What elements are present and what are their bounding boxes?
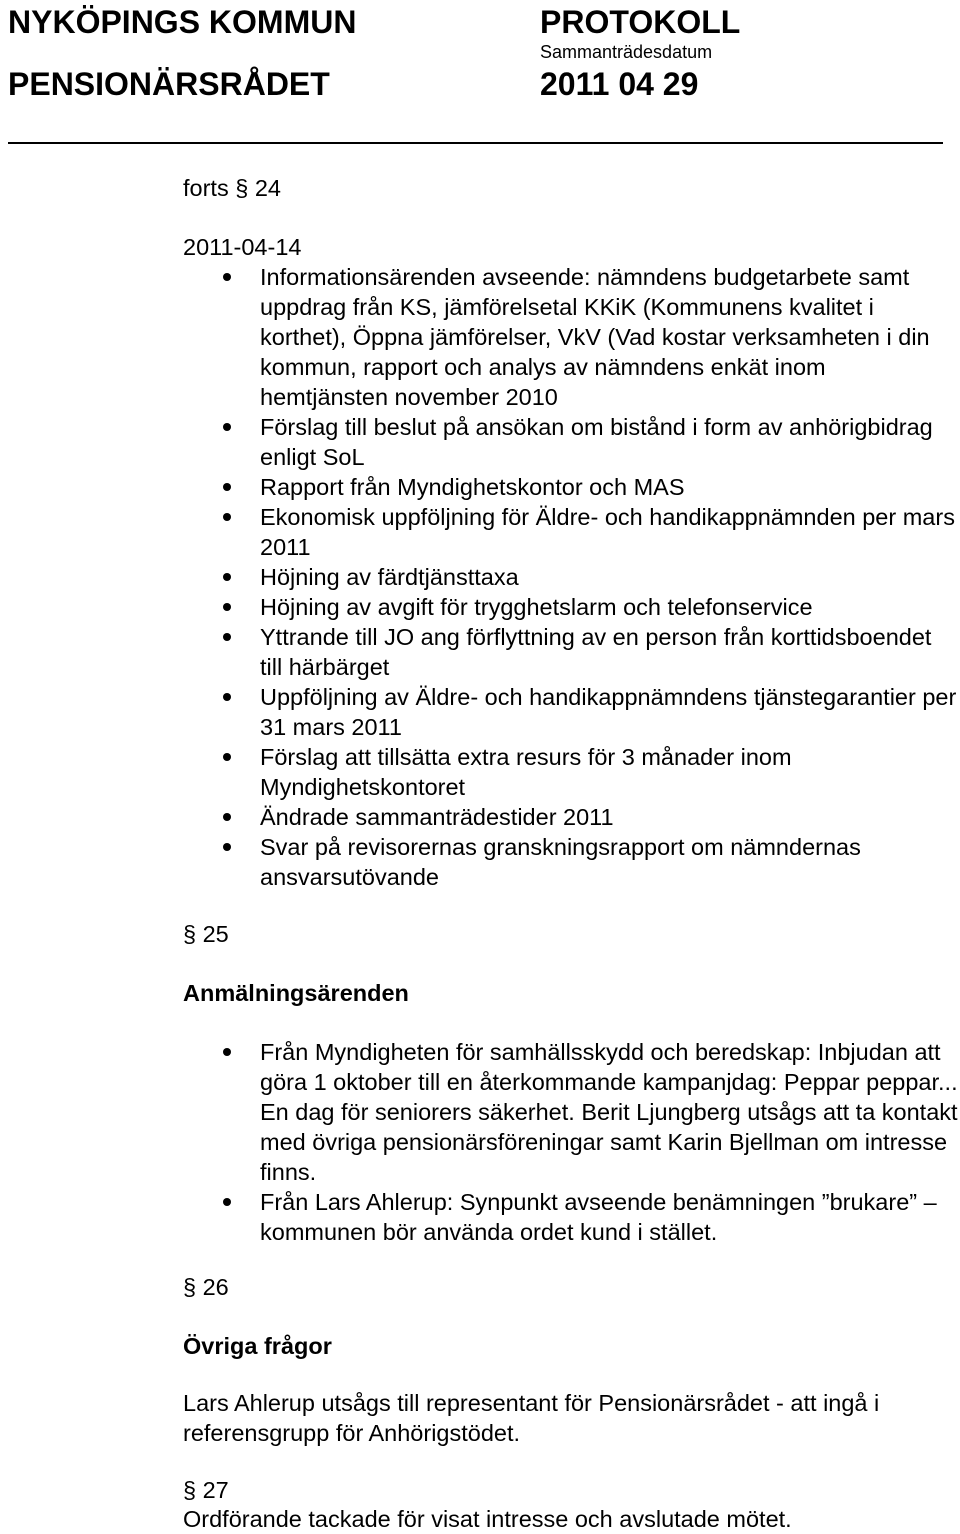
bullet-icon (223, 633, 231, 641)
list-item-text: Förslag att tillsätta extra resurs för 3 månader inom Myndighetskontoret (260, 744, 792, 800)
bullet-icon (223, 753, 231, 761)
list-item (183, 802, 958, 832)
list-item-text: Från Lars Ahlerup: Synpunkt avseende benämningen ”brukare” – kommunen bör använda ordet kund i stället. (260, 1189, 937, 1245)
section-27-heading: § 27 (183, 1477, 229, 1503)
bullet-icon (223, 423, 231, 431)
list-item (183, 502, 958, 562)
list-item (183, 412, 958, 472)
bullet-icon (223, 513, 231, 521)
list-item-text: Förslag till beslut på ansökan om bistånd i form av anhörigbidrag enligt SoL (260, 414, 933, 470)
header-divider (8, 142, 943, 144)
list-item (183, 1037, 958, 1187)
bullet-icon (223, 843, 231, 851)
list-item-text: Från Myndigheten för samhällsskydd och beredskap: Inbjudan att göra 1 oktober till en återkommande kampanjdag: Peppar peppar... En dag för seniorers säkerhet. Berit Ljungberg utsågs att ta kontakt med övriga pensionärsföreningar samt Karin Bjellman om intresse finns. (260, 1039, 958, 1185)
list-item (183, 682, 958, 742)
list-item (183, 832, 958, 892)
list-item-text: Ekonomisk uppföljning för Äldre- och handikappnämnden per mars 2011 (260, 504, 955, 560)
document-type: PROTOKOLL (540, 4, 741, 40)
list-item (183, 472, 958, 502)
list-item (183, 742, 958, 802)
section-26-text: Lars Ahlerup utsågs till representant för Pensionärsrådet - att ingå i referensgrupp för Anhörigstödet. (183, 1390, 880, 1446)
bullet-icon (223, 1198, 231, 1206)
meeting-date-label: Sammanträdesdatum (540, 42, 713, 62)
bullet-icon (223, 693, 231, 701)
list-item-text: Informationsärenden avseende: nämndens budgetarbete samt uppdrag från KS, jämförelsetal KKiK (Kommunens kvalitet i korthet), Öppna jämförelser, VkV (Vad kostar verksamheten i din kommun, rapport och analys av nämndens enkät inom hemtjänsten november 2010 (260, 264, 930, 410)
bullet-icon (223, 483, 231, 491)
bullet-icon (223, 273, 231, 281)
section-27-text: Ordförande tackade för visat intresse och avslutade mötet. (183, 1506, 792, 1532)
bullet-icon (223, 573, 231, 581)
list-item-text: Höjning av färdtjänsttaxa (260, 564, 519, 590)
section-26-title: Övriga frågor (183, 1333, 332, 1359)
section-24-list (183, 262, 958, 892)
council-name: PENSIONÄRSRÅDET (8, 66, 330, 102)
section-25-title: Anmälningsärenden (183, 980, 409, 1006)
section-25-list (183, 1037, 958, 1247)
bullet-icon (223, 603, 231, 611)
bullet-icon (223, 813, 231, 821)
meeting-date: 2011 04 29 (540, 66, 699, 102)
section-26-heading: § 26 (183, 1274, 229, 1300)
list-item-text: Uppföljning av Äldre- och handikappnämndens tjänstegarantier per 31 mars 2011 (260, 684, 957, 740)
bullet-icon (223, 1048, 231, 1056)
list-item-text: Svar på revisorernas granskningsrapport om nämndernas ansvarsutövande (260, 834, 861, 890)
list-item-text: Ändrade sammanträdestider 2011 (260, 804, 614, 830)
section-24-date: 2011-04-14 (183, 234, 302, 260)
list-item (183, 1187, 958, 1247)
list-item (183, 262, 958, 412)
section-25-heading: § 25 (183, 921, 229, 947)
org-name: NYKÖPINGS KOMMUN (8, 4, 357, 40)
list-item-text: Yttrande till JO ang förflyttning av en person från korttidsboendet till härbärget (260, 624, 932, 680)
list-item (183, 592, 958, 622)
section-24-heading: forts § 24 (183, 175, 281, 201)
list-item-text: Höjning av avgift för trygghetslarm och telefonservice (260, 594, 813, 620)
list-item (183, 562, 958, 592)
list-item-text: Rapport från Myndighetskontor och MAS (260, 474, 685, 500)
list-item (183, 622, 958, 682)
